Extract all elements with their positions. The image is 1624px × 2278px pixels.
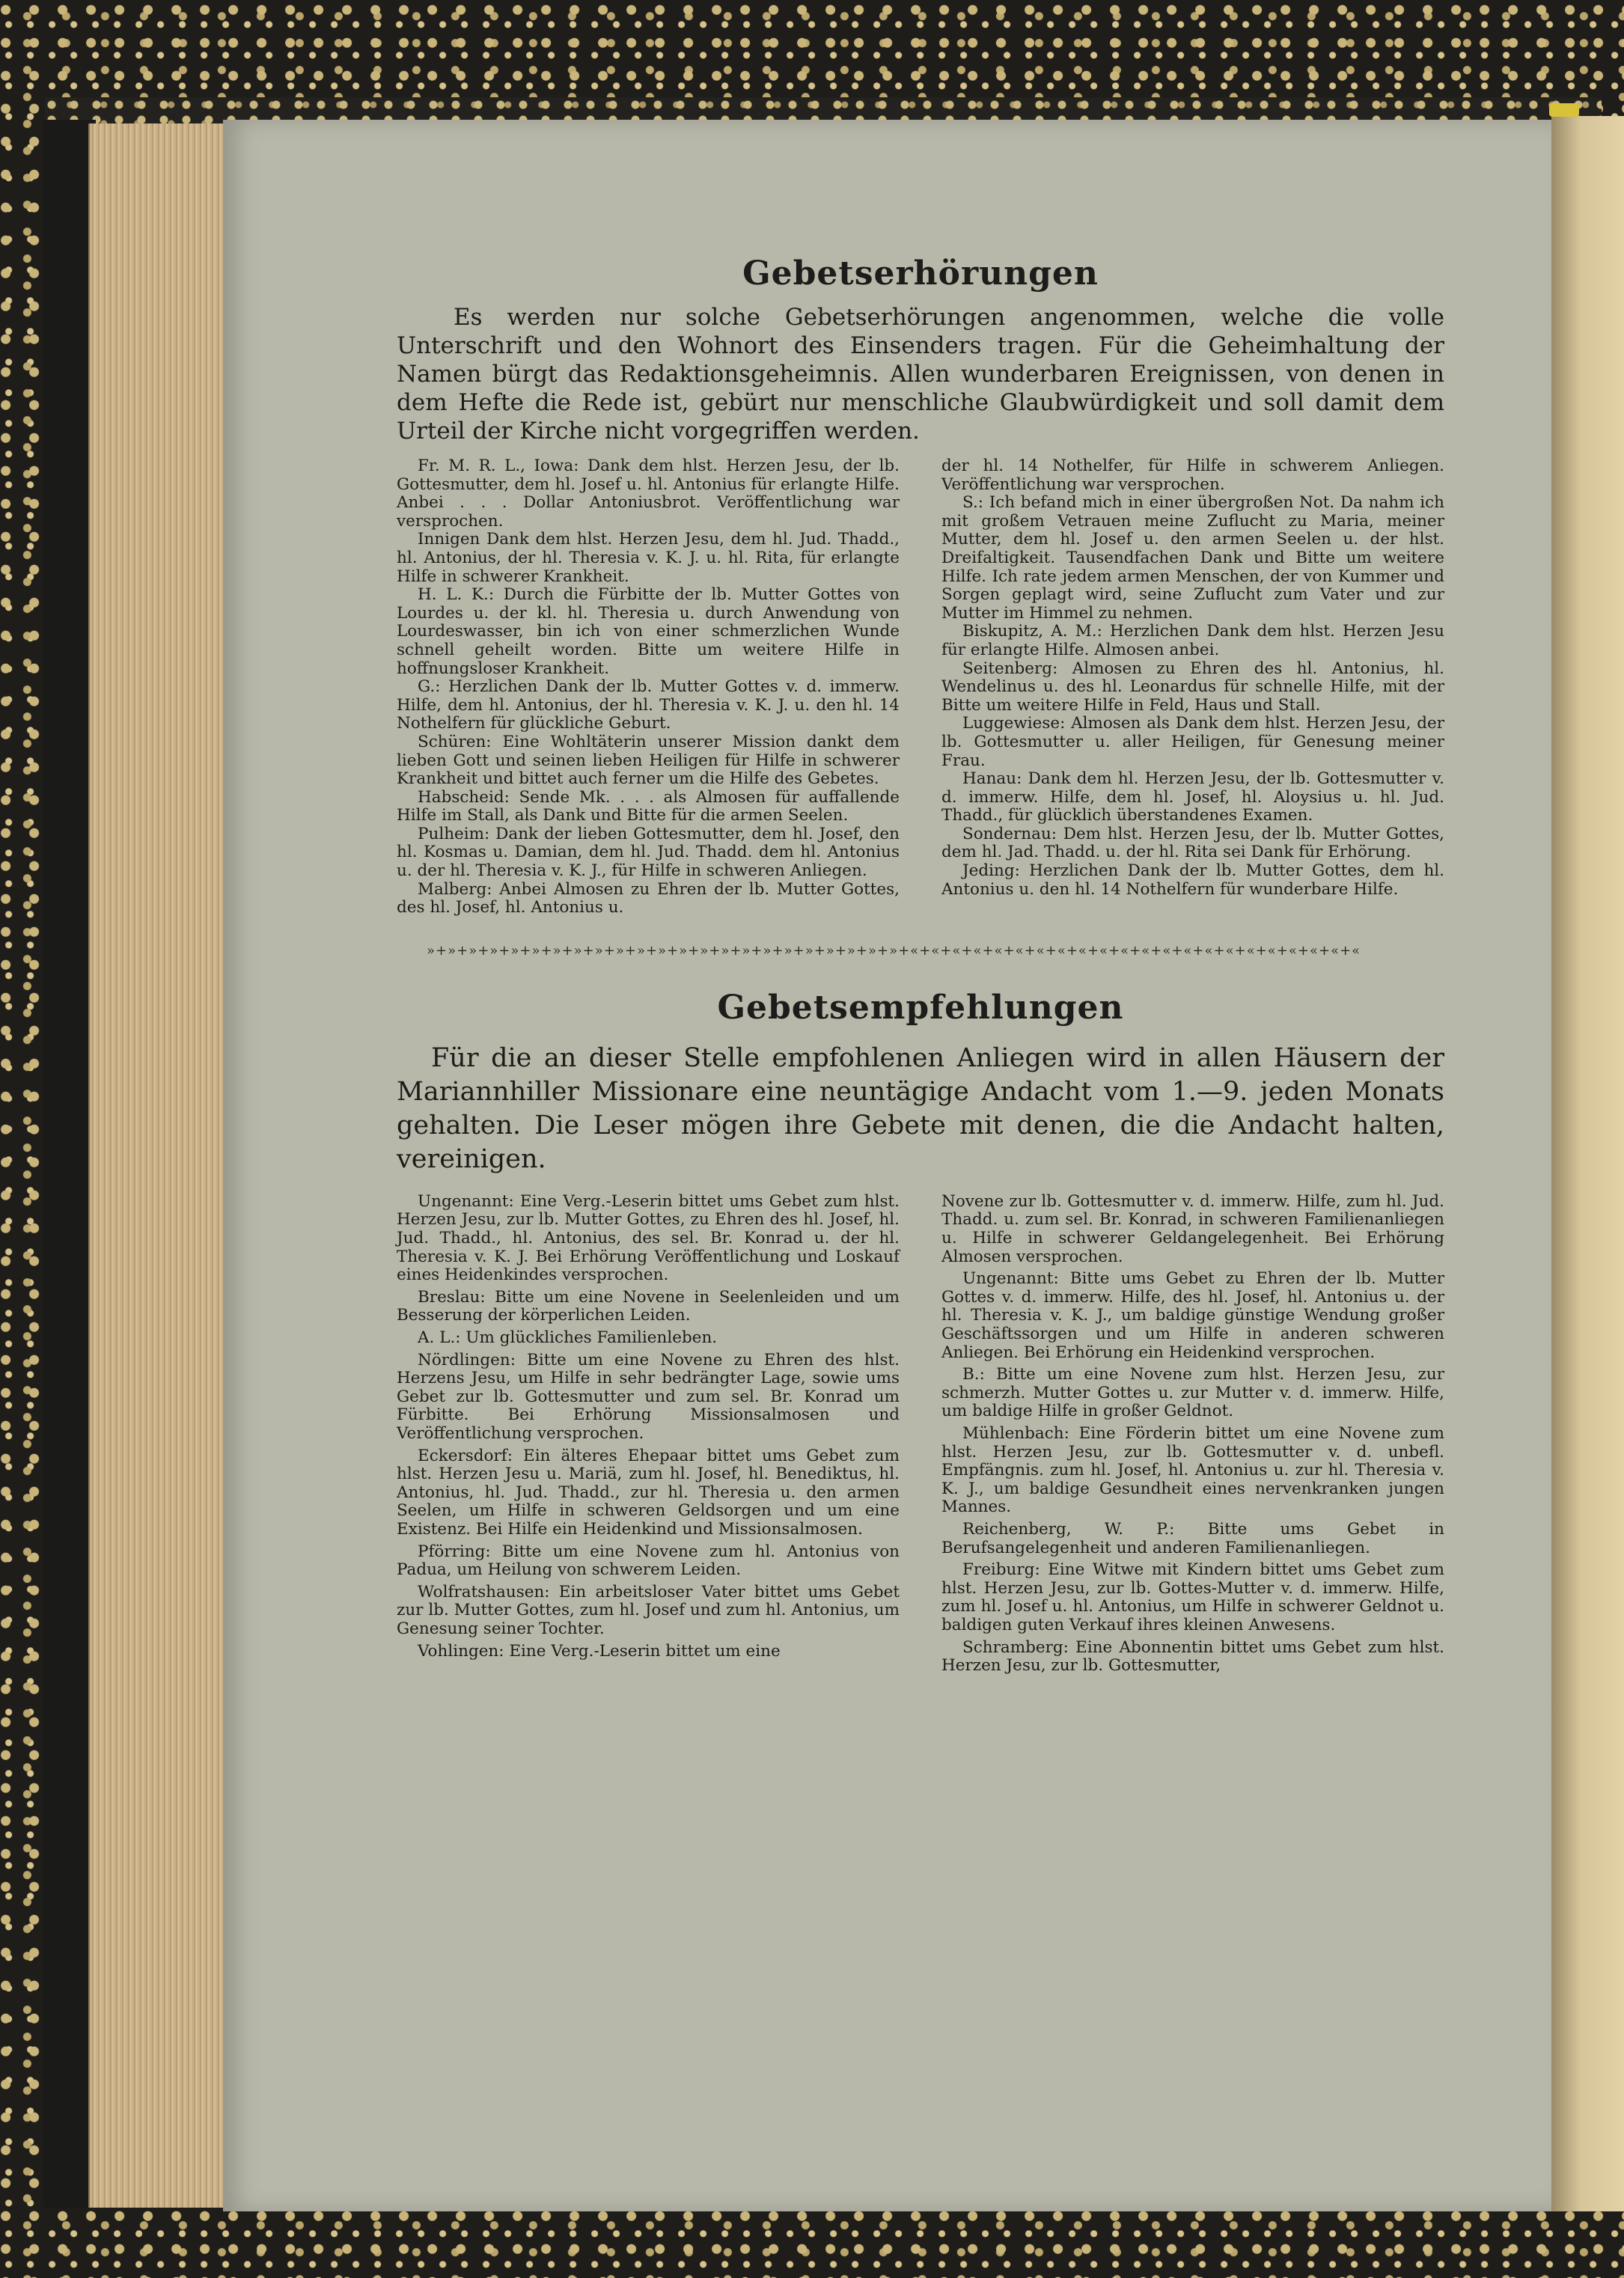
entry: Fr. M. R. L., Iowa: Dank dem hlst. Herzen Jesu, der lb. Gottesmutter, dem hl. Josef u. hl. Antonius für erlangte Hilfe. Anbei . . . Dollar Antoniusbrot. Veröffentlichung war versprochen. xyxy=(397,456,900,531)
entry: Seitenberg: Almosen zu Ehren des hl. Antonius, hl. Wendelinus u. des hl. Leonardus für schnelle Hilfe, mit der Bitte um weitere Hilfe in Feld, Haus und Stall. xyxy=(941,659,1444,715)
entry: Pulheim: Dank der lieben Gottesmutter, dem hl. Josef, den hl. Kosmas u. Damian, dem hl. Jud. Thadd. dem hl. Antonius u. der hl. Theresia v. K. J., für Hilfe in schweren Anliegen. xyxy=(397,824,900,881)
entry: Hanau: Dank dem hl. Herzen Jesu, der lb. Gottesmutter v. d. immerw. Hilfe, dem hl. Josef, hl. Aloysius u. hl. Jud. Thadd., für glücklich überstandenes Examen. xyxy=(941,769,1444,825)
section-intro: Für die an dieser Stelle empfohlenen Anliegen wird in allen Häusern der Mariannhiller Missionare eine neuntägige Andacht vom 1.—9. jeden Monats gehalten. Die Leser mögen ihre Gebete mit denen, die die Andacht halten, vereinigen. xyxy=(397,1042,1444,1174)
entry: Breslau: Bitte um eine Novene in Seelenleiden und um Besserung der körperlichen Leiden. xyxy=(397,1287,900,1325)
entry: Innigen Dank dem hlst. Herzen Jesu, dem hl. Jud. Thadd., hl. Antonius, der hl. Theresia v. K. J. u. hl. Rita, für erlangte Hilfe in schwerer Krankheit. xyxy=(397,530,900,586)
columns-gebetserhoerungen xyxy=(397,457,1444,917)
entry: A. L.: Um glückliches Familienleben. xyxy=(418,1328,718,1347)
section-intro: Es werden nur solche Gebetserhörungen angenommen, welche die volle Unterschrift und den Wohnort des Einsenders tragen. Für die Geheimhaltung der Namen bürgt das Redaktionsgeheimnis. Allen wunderbaren Ereignissen, von denen in dem Hefte die Rede ist, gebürt nur menschliche Glaubwürdigkeit und soll damit dem Urteil der Kirche nicht vorgegriffen werden. xyxy=(397,304,1444,445)
entry: Malberg: Anbei Almosen zu Ehren der lb. Mutter Gottes, des hl. Josef, hl. Antonius u. xyxy=(397,879,900,917)
entry: Ungenannt: Eine Verg.-Leserin bittet ums Gebet zum hlst. Herzen Jesu, zur lb. Mutter Gottes, zu Ehren des hl. Josef, hl. Jud. Thadd., hl. Antonius, des sel. Br. Konrad u. der hl. Theresia v. K. J. Bei Erhörung Veröffentlichung und Loskauf eines Heidenkindes versprochen. xyxy=(397,1191,900,1285)
entry: Pförring: Bitte um eine Novene zum hl. Antonius von Padua, um Heilung von schwerem Leiden. xyxy=(397,1542,900,1580)
column-left xyxy=(397,1193,900,1679)
entry: Mühlenbach: Eine Förderin bittet um eine Novene zum hlst. Herzen Jesu, zur lb. Gottesmutter v. d. unbefl. Empfängnis. zum hl. Josef, hl. Antonius u. zur hl. Theresia v. K. J., um baldige Gesundheit eines nervenkranken jungen Mannes. xyxy=(941,1423,1444,1517)
ornamental-divider: »+»+»+»+»+»+»+»+»+»+»+»+»+»+»+»+»+»+»+»+»+»+»+«+«+«+«+«+«+«+«+«+«+«+«+«+«+«+«+«+«+«+«+«+« xyxy=(427,942,1361,959)
entry: B.: Bitte um eine Novene zum hlst. Herzen Jesu, zur schmerzh. Mutter Gottes u. zur Mutter v. d. immerw. Hilfe, um baldige Hilfe in großer Geldnot. xyxy=(941,1365,1444,1421)
section-title-gebetserhoerungen: Gebetserhörungen xyxy=(742,254,1099,293)
entry: Jeding: Herzlichen Dank der lb. Mutter Gottes, dem hl. Antonius u. den hl. 14 Nothelfern für wunderbare Hilfe. xyxy=(941,861,1444,899)
entry: Schüren: Eine Wohltäterin unserer Mission dankt dem lieben Gott und seinen lieben Heiligen für Hilfe in schwerer Krankheit und bittet auch ferner um die Hilfe des Gebetes. xyxy=(397,732,900,789)
entry: Luggewiese: Almosen als Dank dem hlst. Herzen Jesu, der lb. Gottesmutter u. aller Heiligen, für Genesung meiner Frau. xyxy=(941,714,1444,770)
facing-page-edge xyxy=(1551,116,1624,2211)
columns-gebetsempfehlungen xyxy=(397,1193,1444,1679)
entry: Ungenannt: Bitte ums Gebet zu Ehren der lb. Mutter Gottes v. d. immerw. Hilfe, des hl. Josef, hl. Antonius u. der hl. Theresia v. K. J., um baldige günstige Wendung großer Geschäftssorgen und um Hilfe in anderen schweren Anliegen. Bei Erhörung ein Heidenkind versprochen. xyxy=(941,1269,1444,1362)
entry: Novene zur lb. Gottesmutter v. d. immerw. Hilfe, zum hl. Jud. Thadd. u. zum sel. Br. Konrad, in schweren Familienanliegen u. Hilfe in schwerer Geldangelegenheit. Bei Erhörung Almosen versprochen. xyxy=(941,1191,1444,1266)
section-title-gebetsempfehlungen: Gebetsempfehlungen xyxy=(717,988,1124,1027)
entry: der hl. 14 Nothelfer, für Hilfe in schwerem Anliegen. Veröffentlichung war versprochen. xyxy=(941,456,1444,494)
entry: Nördlingen: Bitte um eine Novene zu Ehren des hlst. Herzens Jesu, um Hilfe in sehr bedrängter Lage, sowie ums Gebet zur lb. Gottesmutter und zum sel. Br. Konrad um Fürbitte. Bei Erhörung Missionsalmosen und Veröffentlichung versprochen. xyxy=(397,1350,900,1443)
column-left xyxy=(397,457,900,917)
entry: S.: Ich befand mich in einer übergroßen Not. Da nahm ich mit großem Vetrauen meine Zuflucht zu Maria, meiner Mutter, dem hl. Josef u. den armen Seelen u. der hlst. Dreifaltigkeit. Tausendfachen Dank und Bitte um weitere Hilfe. Ich rate jedem armen Menschen, der von Kummer und Sorgen geplagt wird, seine Zuflucht zum Vater und zur Mutter im Himmel zu nehmen. xyxy=(941,493,1444,623)
entry: Eckersdorf: Ein älteres Ehepaar bittet ums Gebet zum hlst. Herzen Jesu u. Mariä, zum hl. Josef, hl. Benediktus, hl. Antonius, hl. Jud. Thadd., zur hl. Theresia u. den armen Seelen, um Hilfe in schweren Geldsorgen und um eine Existenz. Bei Hilfe ein Heidenkind und Missionsalmosen. xyxy=(397,1446,900,1539)
entry: Biskupitz, A. M.: Herzlichen Dank dem hlst. Herzen Jesu für erlangte Hilfe. Almosen anbei. xyxy=(941,622,1444,659)
entry: Schramberg: Eine Abonnentin bittet ums Gebet zum hlst. Herzen Jesu, zur lb. Gottesmutter, xyxy=(941,1637,1444,1676)
column-right xyxy=(941,457,1444,917)
page-edges xyxy=(88,123,225,2208)
entry: Freiburg: Eine Witwe mit Kindern bittet ums Gebet zum hlst. Herzen Jesu, zur lb. Gottes-Mutter v. d. immerw. Hilfe, zum hl. Josef u. hl. Antonius, um Hilfe in schwerer Geldnot u. baldigen guten Verkauf ihres kleinen Anwesens. xyxy=(941,1560,1444,1634)
page-content xyxy=(397,254,1444,1679)
ribbon-marker xyxy=(1549,103,1579,117)
column-right xyxy=(941,1193,1444,1679)
entry: Vohlingen: Eine Verg.-Leserin bittet um eine xyxy=(418,1641,781,1661)
entry: G.: Herzlichen Dank der lb. Mutter Gottes v. d. immerw. Hilfe, dem hl. Antonius, der hl. Theresia v. K. J. u. den hl. 14 Nothelfern für glückliche Geburt. xyxy=(397,677,900,733)
entry: Sondernau: Dem hlst. Herzen Jesu, der lb. Mutter Gottes, dem hl. Jad. Thadd. u. der hl. Rita sei Dank für Erhörung. xyxy=(941,824,1444,862)
entry: Habscheid: Sende Mk. . . . als Almosen für auffallende Hilfe im Stall, als Dank und Bitte für die armen Seelen. xyxy=(397,787,900,825)
entry: H. L. K.: Durch die Fürbitte der lb. Mutter Gottes von Lourdes u. der kl. hl. Theresia u. durch Anwendung von Lourdeswasser, bin ich von einer schmerzlichen Wunde schnell geheilt worden. Bitte um weitere Hilfe in hoffnungsloser Krankheit. xyxy=(397,585,900,678)
entry: Wolfratshausen: Ein arbeitsloser Vater bittet ums Gebet zur lb. Mutter Gottes, zum hl. Josef und zum hl. Antonius, um Genesung seiner Tochter. xyxy=(397,1582,900,1638)
entry: Reichenberg, W. P.: Bitte ums Gebet in Berufsangelegenheit und anderen Familienanliegen. xyxy=(941,1519,1444,1557)
